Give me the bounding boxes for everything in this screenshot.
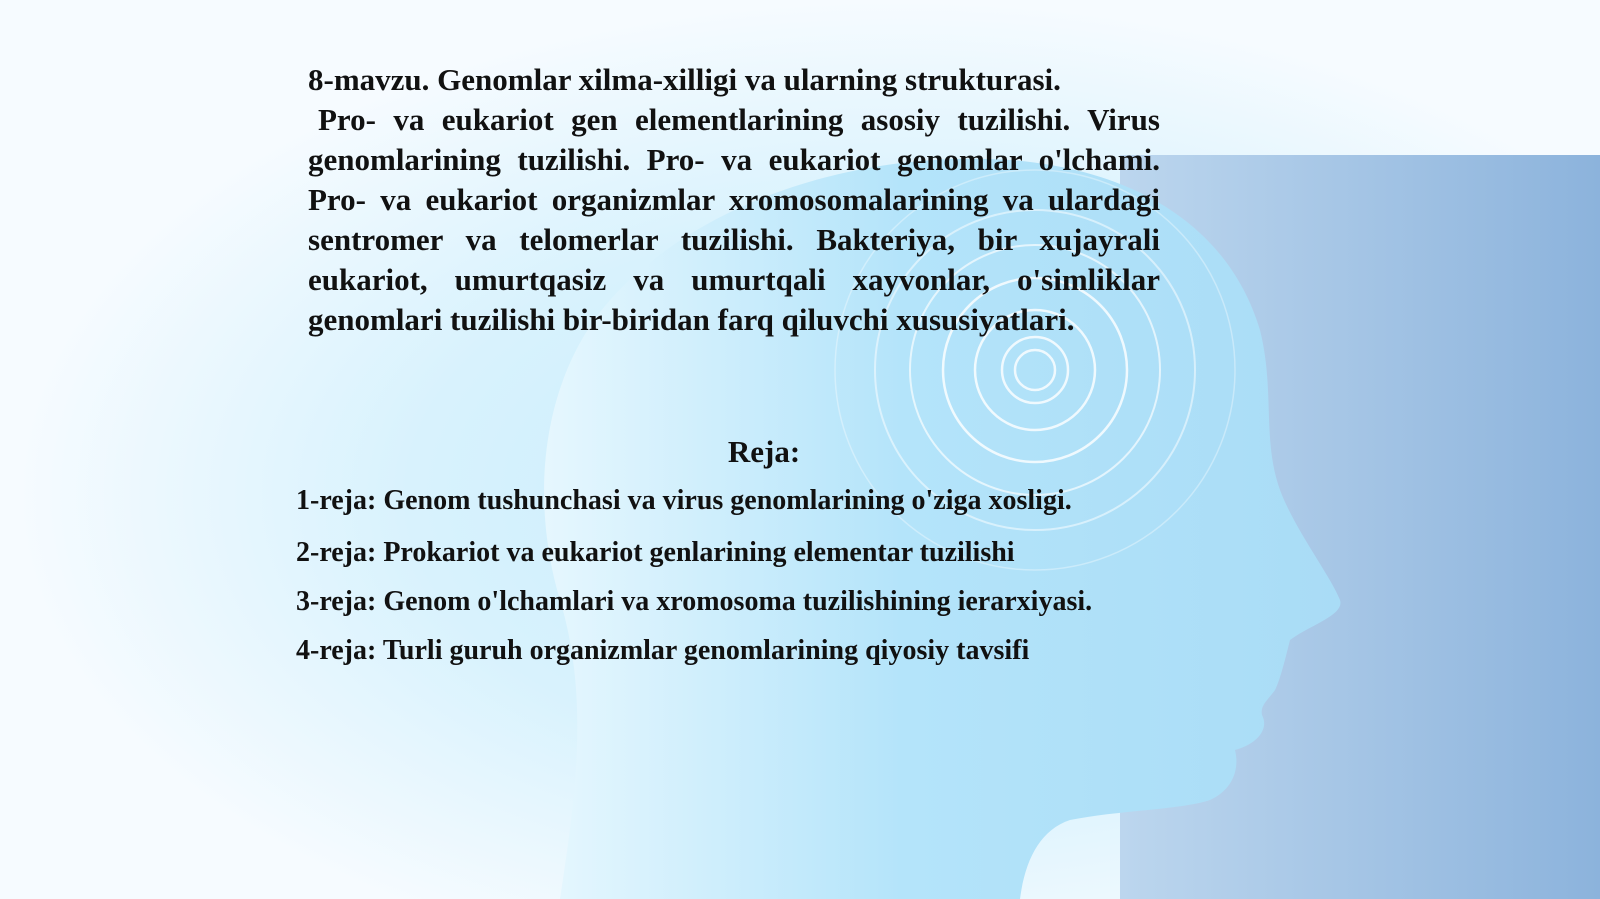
topic-description: Pro- va eukariot gen elementlarining asosiy tuzilishi. Virus genomlarining tuzilishi. Pro- va eukariot genomlar o'lchami. Pro- va eukariot organizmlar xromosomalarining va ulardagi sentromer va telomerlar tuzilishi. Bakteriya, bir xujayrali eukariot, umurtqasiz va umurtqali xayvonlar, o'simliklar genomlari tuzilishi bir-biridan farq qiluvchi xususiyatlari. (308, 102, 1160, 337)
topic-paragraph (308, 60, 1160, 340)
plan-heading: Reja: (727, 434, 801, 469)
topic-title: 8-mavzu. Genomlar xilma-xilligi va ularning strukturasi. (308, 62, 1061, 97)
plan-item-1: 1-reja: Genom tushunchasi va virus genomlarining o'ziga xosligi. (296, 485, 1072, 516)
plan-item-4: 4-reja: Turli guruh organizmlar genomlarining qiyosiy tavsifi (296, 635, 1030, 666)
plan-item-2: 2-reja: Prokariot va eukariot genlarining elementar tuzilishi (296, 537, 1015, 568)
plan-item-3: 3-reja: Genom o'lchamlari va xromosoma tuzilishining ierarxiyasi. (296, 586, 1093, 617)
